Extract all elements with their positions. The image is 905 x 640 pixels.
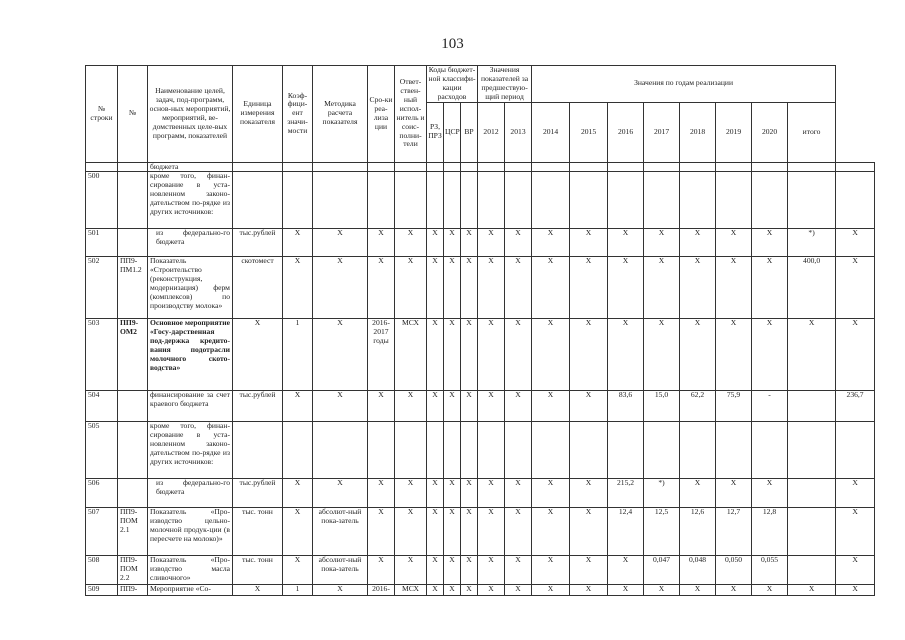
value-cell: X — [478, 229, 505, 257]
value-cell — [570, 422, 608, 479]
executor-cell: МСХ — [395, 319, 427, 391]
table-row — [86, 422, 875, 479]
executor-cell: X — [395, 556, 427, 585]
header-prev-year: 2013 — [505, 102, 532, 162]
value-cell: X — [570, 479, 608, 508]
coef-cell: X — [283, 229, 313, 257]
value-cell: X — [608, 556, 644, 585]
terms-cell: 2016-2017 годы — [368, 319, 395, 391]
item-name-cell: Показатель «Про-изводство цельно-молочной продук-ции (в пересчете на молоко)» — [148, 508, 233, 556]
coef-cell: 1 — [283, 319, 313, 391]
item-code-cell: ПП9-ПОМ 2.2 — [118, 556, 148, 585]
header-year: 2014 — [532, 102, 570, 162]
value-cell: X — [716, 479, 752, 508]
value-cell: X — [716, 229, 752, 257]
table-body — [86, 162, 875, 596]
value-cell — [461, 162, 478, 172]
item-code-cell — [118, 162, 148, 172]
value-cell — [461, 172, 478, 229]
value-cell: X — [478, 585, 505, 596]
method-cell — [313, 422, 368, 479]
value-cell: X — [570, 257, 608, 319]
value-cell — [444, 172, 461, 229]
method-cell: X — [313, 585, 368, 596]
value-cell: X — [427, 257, 444, 319]
value-cell — [788, 422, 836, 479]
value-cell — [788, 508, 836, 556]
value-cell: X — [836, 585, 875, 596]
item-code-cell — [118, 422, 148, 479]
value-cell: 62,2 — [680, 391, 716, 422]
value-cell — [608, 172, 644, 229]
header-year: 2020 — [752, 102, 788, 162]
coef-cell: X — [283, 391, 313, 422]
value-cell — [680, 162, 716, 172]
value-cell: X — [427, 556, 444, 585]
item-code-cell — [118, 229, 148, 257]
item-code-cell — [118, 479, 148, 508]
value-cell: X — [444, 257, 461, 319]
value-cell: X — [644, 585, 680, 596]
value-cell: X — [836, 479, 875, 508]
item-name-cell: Показатель «Про-изводство масла сливочного» — [148, 556, 233, 585]
table-row — [86, 556, 875, 585]
coef-cell — [283, 422, 313, 479]
unit-cell: тыс.рублей — [233, 479, 283, 508]
value-cell: X — [461, 508, 478, 556]
value-cell: X — [532, 556, 570, 585]
row-number-cell: 503 — [86, 319, 118, 391]
value-cell — [752, 162, 788, 172]
item-name-cell: из федерально-го бюджета — [148, 229, 233, 257]
terms-cell: 2016- — [368, 585, 395, 596]
header-no: № — [118, 66, 148, 163]
value-cell: 400,0 — [788, 257, 836, 319]
value-cell: X — [836, 556, 875, 585]
terms-cell — [368, 422, 395, 479]
method-cell: абсолют-ный пока-затель — [313, 508, 368, 556]
value-cell — [836, 422, 875, 479]
value-cell — [788, 479, 836, 508]
value-cell: X — [644, 229, 680, 257]
value-cell — [836, 162, 875, 172]
header-coef: Коэф-фици-ент значи-мости — [283, 66, 313, 163]
value-cell: X — [505, 556, 532, 585]
table-row — [86, 319, 875, 391]
header-row-no: № строки — [86, 66, 118, 163]
method-cell: X — [313, 479, 368, 508]
row-number-cell: 508 — [86, 556, 118, 585]
item-name-cell: Основное мероприятие «Госу-дарственная под-держка кредито-вания подотрасли молочного ското-водства» — [148, 319, 233, 391]
header-unit: Единица измерения показателя — [233, 66, 283, 163]
value-cell: X — [478, 556, 505, 585]
value-cell: X — [427, 229, 444, 257]
value-cell: X — [444, 556, 461, 585]
value-cell: *) — [788, 229, 836, 257]
unit-cell: тыс.рублей — [233, 391, 283, 422]
value-cell: X — [505, 319, 532, 391]
value-cell — [505, 172, 532, 229]
value-cell: 12,4 — [608, 508, 644, 556]
value-cell — [570, 172, 608, 229]
value-cell: X — [752, 229, 788, 257]
item-code-cell: ПП9- — [118, 585, 148, 596]
value-cell: 12,7 — [716, 508, 752, 556]
terms-cell — [368, 162, 395, 172]
value-cell — [788, 162, 836, 172]
table-row — [86, 479, 875, 508]
value-cell: X — [478, 508, 505, 556]
terms-cell: X — [368, 391, 395, 422]
executor-cell: X — [395, 229, 427, 257]
unit-cell: тыс. тонн — [233, 508, 283, 556]
header-year: 2017 — [644, 102, 680, 162]
terms-cell: X — [368, 556, 395, 585]
value-cell — [680, 422, 716, 479]
executor-cell: X — [395, 391, 427, 422]
value-cell: X — [608, 257, 644, 319]
header-year: 2015 — [570, 102, 608, 162]
unit-cell: X — [233, 319, 283, 391]
value-cell: X — [608, 585, 644, 596]
coef-cell: X — [283, 556, 313, 585]
value-cell: X — [427, 319, 444, 391]
unit-cell: скотомест — [233, 257, 283, 319]
value-cell: 0,048 — [680, 556, 716, 585]
value-cell: X — [505, 257, 532, 319]
value-cell: X — [644, 257, 680, 319]
executor-cell: X — [395, 508, 427, 556]
value-cell — [644, 162, 680, 172]
value-cell: X — [716, 319, 752, 391]
value-cell: - — [752, 391, 788, 422]
value-cell: 12,8 — [752, 508, 788, 556]
item-code-cell: ПП9-ПОМ 2.1 — [118, 508, 148, 556]
value-cell: X — [680, 229, 716, 257]
row-number-cell: 506 — [86, 479, 118, 508]
value-cell: X — [570, 229, 608, 257]
value-cell — [532, 162, 570, 172]
item-code-cell: ПП9-ОМ2 — [118, 319, 148, 391]
value-cell — [716, 162, 752, 172]
value-cell: X — [532, 319, 570, 391]
value-cell: X — [570, 585, 608, 596]
value-cell — [427, 162, 444, 172]
value-cell: 0,047 — [644, 556, 680, 585]
terms-cell: X — [368, 508, 395, 556]
value-cell: X — [427, 508, 444, 556]
value-cell: X — [505, 508, 532, 556]
value-cell: 236,7 — [836, 391, 875, 422]
table-row — [86, 257, 875, 319]
header-code-col: РЗ, ПРЗ — [427, 102, 444, 162]
value-cell: X — [836, 319, 875, 391]
value-cell — [478, 162, 505, 172]
coef-cell: X — [283, 508, 313, 556]
header-terms: Сро-ки реа-лиза ции — [368, 66, 395, 163]
terms-cell: X — [368, 229, 395, 257]
value-cell: X — [532, 585, 570, 596]
executor-cell: МСХ — [395, 585, 427, 596]
terms-cell — [368, 172, 395, 229]
method-cell: X — [313, 229, 368, 257]
header-years-values: Значения по годам реализации — [532, 66, 836, 103]
value-cell — [752, 172, 788, 229]
value-cell: 12,5 — [644, 508, 680, 556]
value-cell: X — [427, 479, 444, 508]
value-cell — [836, 172, 875, 229]
method-cell — [313, 172, 368, 229]
value-cell: X — [788, 319, 836, 391]
item-code-cell — [118, 391, 148, 422]
coef-cell — [283, 162, 313, 172]
unit-cell: тыс.рублей — [233, 229, 283, 257]
value-cell: 215,2 — [608, 479, 644, 508]
method-cell — [313, 162, 368, 172]
unit-cell — [233, 172, 283, 229]
value-cell: X — [680, 479, 716, 508]
value-cell — [716, 172, 752, 229]
value-cell: X — [444, 229, 461, 257]
value-cell: X — [532, 391, 570, 422]
value-cell: X — [532, 257, 570, 319]
value-cell: X — [680, 585, 716, 596]
value-cell: X — [716, 585, 752, 596]
value-cell — [444, 162, 461, 172]
coef-cell: X — [283, 257, 313, 319]
value-cell: X — [444, 319, 461, 391]
header-year: 2019 — [716, 102, 752, 162]
item-name-cell: кроме того, финан-сирование в уста-новленном законо-дательством по-рядке из других источников: — [148, 172, 233, 229]
method-cell: абсолют-ный пока-затель — [313, 556, 368, 585]
header-executor: Ответ-ствен-ный испол-нитель и соис-полни-тели — [395, 66, 427, 163]
value-cell — [752, 422, 788, 479]
value-cell — [716, 422, 752, 479]
value-cell: X — [752, 585, 788, 596]
value-cell: X — [444, 585, 461, 596]
row-number-cell: 504 — [86, 391, 118, 422]
value-cell: X — [478, 391, 505, 422]
value-cell: 12,6 — [680, 508, 716, 556]
terms-cell: X — [368, 257, 395, 319]
coef-cell: 1 — [283, 585, 313, 596]
method-cell: X — [313, 391, 368, 422]
executor-cell — [395, 422, 427, 479]
value-cell — [505, 162, 532, 172]
value-cell — [532, 172, 570, 229]
value-cell: X — [532, 479, 570, 508]
value-cell — [570, 162, 608, 172]
header-year: 2016 — [608, 102, 644, 162]
value-cell: X — [836, 229, 875, 257]
item-name-cell: Показатель «Строительство (реконструкция, модернизация) ферм (комплексов) по производству молока» — [148, 257, 233, 319]
value-cell — [427, 422, 444, 479]
header-budget-codes: Коды бюджет-ной классифи-кации расходов — [427, 66, 478, 103]
value-cell: X — [752, 479, 788, 508]
value-cell — [505, 422, 532, 479]
value-cell: X — [836, 257, 875, 319]
value-cell: X — [532, 229, 570, 257]
header-code-col: ВР — [461, 102, 478, 162]
value-cell: X — [461, 479, 478, 508]
value-cell: X — [461, 319, 478, 391]
value-cell: X — [461, 229, 478, 257]
value-cell: X — [478, 319, 505, 391]
value-cell — [680, 172, 716, 229]
value-cell: X — [505, 479, 532, 508]
item-code-cell — [118, 172, 148, 229]
table-row — [86, 172, 875, 229]
row-number-cell: 500 — [86, 172, 118, 229]
row-number-cell: 505 — [86, 422, 118, 479]
item-name-cell: Мероприятие «Со- — [148, 585, 233, 596]
value-cell: X — [716, 257, 752, 319]
executor-cell — [395, 162, 427, 172]
value-cell: X — [532, 508, 570, 556]
program-indicators-table — [85, 65, 875, 596]
value-cell: X — [680, 319, 716, 391]
value-cell — [444, 422, 461, 479]
header-total: итого — [788, 102, 836, 162]
value-cell: X — [836, 508, 875, 556]
value-cell: X — [461, 585, 478, 596]
value-cell: X — [570, 556, 608, 585]
value-cell: X — [427, 391, 444, 422]
unit-cell: X — [233, 585, 283, 596]
value-cell — [478, 172, 505, 229]
coef-cell: X — [283, 479, 313, 508]
value-cell: X — [444, 391, 461, 422]
value-cell: X — [680, 257, 716, 319]
value-cell: X — [570, 508, 608, 556]
executor-cell: X — [395, 479, 427, 508]
value-cell: X — [461, 257, 478, 319]
value-cell: X — [608, 319, 644, 391]
row-number-cell: 507 — [86, 508, 118, 556]
value-cell: 0,055 — [752, 556, 788, 585]
value-cell — [608, 422, 644, 479]
value-cell: 15,0 — [644, 391, 680, 422]
table-row — [86, 508, 875, 556]
header-prev-year: 2012 — [478, 102, 505, 162]
value-cell — [788, 556, 836, 585]
header-year: 2018 — [680, 102, 716, 162]
value-cell: X — [505, 229, 532, 257]
value-cell — [427, 172, 444, 229]
value-cell: X — [444, 508, 461, 556]
row-number-cell: 509 — [86, 585, 118, 596]
value-cell: 0,050 — [716, 556, 752, 585]
value-cell: 83,6 — [608, 391, 644, 422]
value-cell — [644, 172, 680, 229]
header-code-col: ЦСР — [444, 102, 461, 162]
value-cell: X — [461, 556, 478, 585]
method-cell: X — [313, 319, 368, 391]
terms-cell: X — [368, 479, 395, 508]
item-code-cell: ПП9-ПМ1.2 — [118, 257, 148, 319]
value-cell: X — [478, 479, 505, 508]
value-cell: *) — [644, 479, 680, 508]
value-cell — [478, 422, 505, 479]
value-cell: X — [788, 585, 836, 596]
value-cell: X — [461, 391, 478, 422]
value-cell — [532, 422, 570, 479]
unit-cell — [233, 422, 283, 479]
value-cell — [608, 162, 644, 172]
table-row — [86, 229, 875, 257]
value-cell: X — [570, 319, 608, 391]
unit-cell: тыс. тонн — [233, 556, 283, 585]
item-name-cell: бюджета — [148, 162, 233, 172]
page-number: 103 — [441, 36, 464, 52]
value-cell: X — [505, 391, 532, 422]
coef-cell — [283, 172, 313, 229]
value-cell: 75,9 — [716, 391, 752, 422]
value-cell — [461, 422, 478, 479]
executor-cell: X — [395, 257, 427, 319]
header-method: Методика расчета показателя — [313, 66, 368, 163]
value-cell: X — [444, 479, 461, 508]
row-number-cell: 501 — [86, 229, 118, 257]
value-cell: X — [427, 585, 444, 596]
table-row — [86, 391, 875, 422]
table-row — [86, 585, 875, 596]
row-number-cell: 502 — [86, 257, 118, 319]
value-cell: X — [608, 229, 644, 257]
value-cell: X — [644, 319, 680, 391]
method-cell: X — [313, 257, 368, 319]
value-cell — [644, 422, 680, 479]
value-cell — [788, 172, 836, 229]
value-cell — [788, 391, 836, 422]
value-cell: X — [505, 585, 532, 596]
item-name-cell: из федерально-го бюджета — [148, 479, 233, 508]
executor-cell — [395, 172, 427, 229]
header-name: Наименование целей, задач, под-программ, основ-ных мероприятий, мероприятий, ве-домственных целе-вых программ, показателей — [148, 66, 233, 163]
header-prev-values: Значения показателей за предшествую-щий период — [478, 66, 532, 103]
value-cell: X — [752, 257, 788, 319]
value-cell: X — [478, 257, 505, 319]
item-name-cell: финансирование за счет краевого бюджета — [148, 391, 233, 422]
value-cell: X — [752, 319, 788, 391]
value-cell: X — [570, 391, 608, 422]
item-name-cell: кроме того, финан-сирование в уста-новленном законо-дательством по-рядке из других источников: — [148, 422, 233, 479]
unit-cell — [233, 162, 283, 172]
